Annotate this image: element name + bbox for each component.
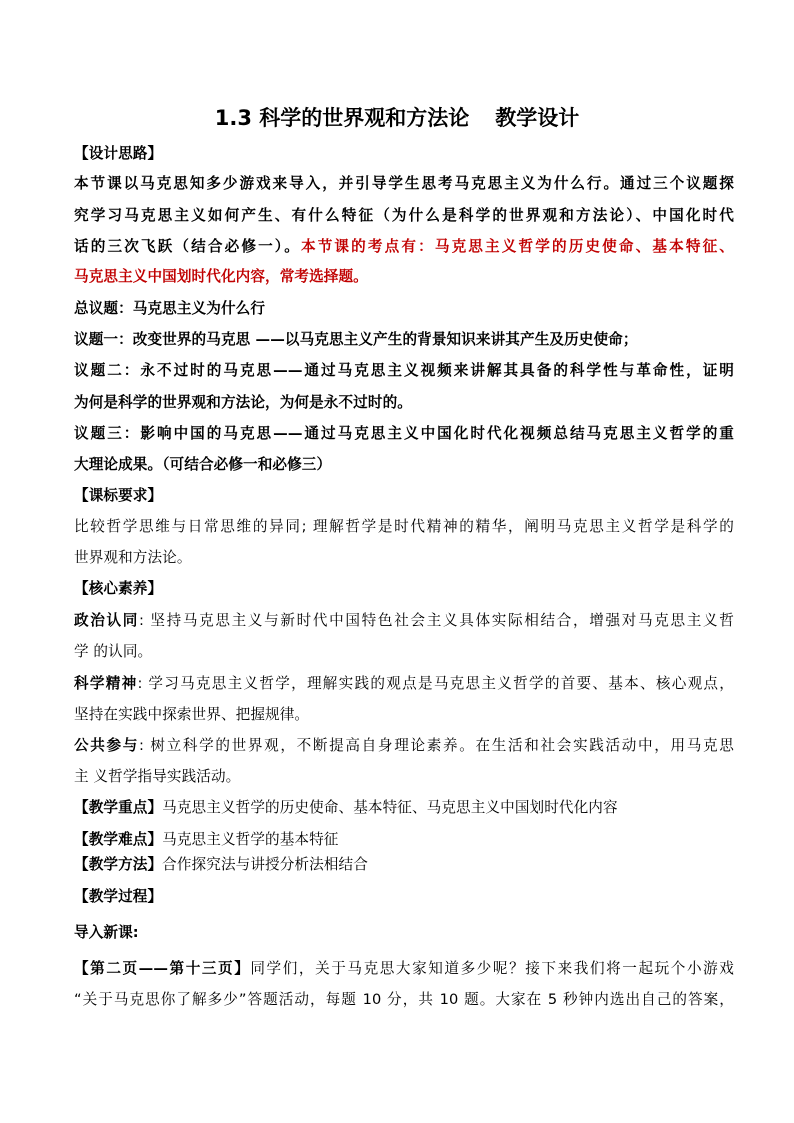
design-heading: 【设计思路】	[74, 145, 163, 162]
intro-heading: 导入新课:	[74, 924, 139, 941]
teaching-diff-label: 【教学难点】	[74, 831, 163, 848]
teaching-diff-text: 马克思主义哲学的基本特征	[162, 831, 339, 848]
teaching-method	[74, 854, 734, 876]
design-line-4-exam-points: 马克思主义中国划时代化内容，常考选择题。	[74, 268, 368, 285]
standard-line-2: 世界观和方法论。	[74, 549, 192, 566]
literacy-heading: 【核心素养】	[74, 580, 163, 597]
literacy-public-line-2: 主 义哲学指导实践活动。	[74, 768, 241, 785]
intro-line-1-text: 同学们，关于马克思大家知道多少呢？接下来我们将一起玩个小游戏	[250, 960, 734, 977]
topic-3-line-2: 大理论成果。（可结合必修一和必修三）	[74, 456, 332, 473]
literacy-public-line-1	[74, 735, 734, 757]
literacy-political-line-1	[74, 610, 734, 632]
intro-line-1	[74, 958, 734, 980]
page-title	[0, 102, 794, 134]
teaching-method-label: 【教学方法】	[74, 856, 163, 873]
literacy-political-label: 政治认同	[74, 612, 140, 629]
teaching-key-text: 马克思主义哲学的历史使命、基本特征、马克思主义中国划时代化内容	[162, 799, 618, 816]
teaching-key-label: 【教学重点】	[74, 799, 163, 816]
teaching-key-points	[74, 797, 734, 819]
design-line-1: 本节课以马克思知多少游戏来导入，并引导学生思考马克思主义为什么行。通过三个议题探	[74, 175, 734, 192]
topic-3-line-1: 议题三：影响中国的马克思——通过马克思主义中国化时代化视频总结马克思主义哲学的重	[74, 425, 734, 442]
standard-line-1: 比较哲学思维与日常思维的异同; 理解哲学是时代精神的精华，阐明马克思主义哲学是科学的	[74, 518, 734, 535]
standard-heading: 【课标要求】	[74, 487, 163, 504]
title-main: 1.3 科学的世界观和方法论	[214, 106, 470, 130]
design-line-3-normal: 话的三次飞跃（结合必修一）。	[74, 238, 301, 255]
literacy-science-line-2: 坚持在实践中探索世界、把握规律。	[74, 706, 310, 723]
design-line-3	[74, 236, 734, 258]
main-topic: 总议题：马克思主义为什么行	[74, 300, 266, 317]
intro-pages-label: 【第二页——第十三页】	[74, 960, 251, 977]
literacy-public-text: : 树立科学的世界观，不断提高自身理论素养。在生活和社会实践活动中，用马克思	[139, 737, 735, 754]
literacy-political-line-2: 学 的认同。	[74, 643, 153, 660]
intro-line-2: “关于马克思你了解多少”答题活动，每题 10 分，共 10 题。大家在 5 秒钟内选出自己的答案，	[74, 991, 734, 1008]
literacy-science-line-1	[74, 673, 734, 695]
topic-2-line-1: 议题二：永不过时的马克思——通过马克思主义视频来讲解其具备的科学性与革命性，证明	[74, 362, 734, 379]
literacy-science-text: : 学习马克思主义哲学，理解实践的观点是马克思主义哲学的首要、基本、核心观点，	[137, 675, 734, 692]
design-line-2: 究学习马克思主义如何产生、有什么特征（为什么是科学的世界观和方法论）、中国化时代	[74, 207, 734, 224]
topic-1: 议题一：改变世界的马克思 ——以马克思主义产生的背景知识来讲其产生及历史使命；	[74, 331, 638, 348]
teaching-process-heading: 【教学过程】	[74, 888, 163, 905]
title-sub: 教学设计	[495, 106, 580, 130]
literacy-public-label: 公共参与	[74, 737, 140, 754]
design-line-3-exam-points: 本节课的考点有：马克思主义哲学的历史使命、基本特征、	[300, 238, 734, 255]
literacy-political-text: : 坚持马克思主义与新时代中国特色社会主义具体实际相结合，增强对马克思主义哲	[139, 612, 735, 629]
teaching-difficulties	[74, 829, 734, 851]
topic-2-line-2: 为何是科学的世界观和方法论，为何是永不过时的。	[74, 394, 412, 411]
literacy-science-label: 科学精神	[74, 675, 138, 692]
teaching-method-text: 合作探究法与讲授分析法相结合	[162, 856, 368, 873]
